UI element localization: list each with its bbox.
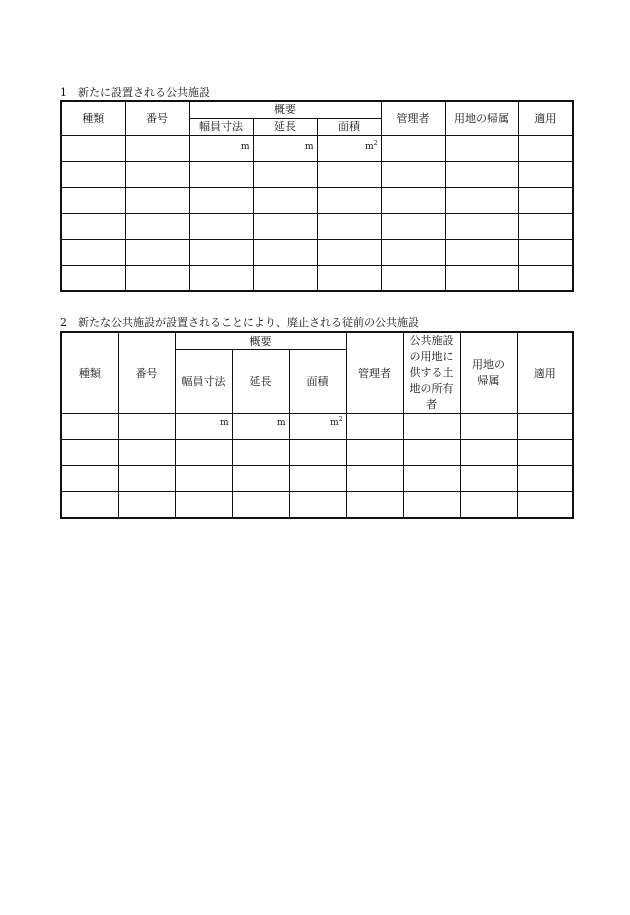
cell-kind[interactable]: [61, 414, 118, 440]
unit-length: m: [304, 141, 314, 152]
header-land-ownership: [460, 332, 517, 414]
cell-manager[interactable]: [381, 135, 445, 161]
table-row: [61, 187, 573, 213]
table-row: [61, 466, 573, 492]
unit-area: m: [365, 141, 374, 152]
header-notes: 適用: [518, 101, 573, 135]
header-manager: 管理者: [346, 332, 403, 414]
section2-title-text: 新たな公共施設が設置されることにより、廃止される従前の公共施設: [78, 316, 419, 329]
table-row: [61, 213, 573, 239]
section1-title-text: 新たに設置される公共施設: [78, 86, 210, 99]
cell-length[interactable]: [253, 135, 317, 161]
header-kind: 種類: [61, 332, 118, 414]
cell-area[interactable]: [289, 414, 346, 440]
section2-title: [60, 316, 419, 330]
cell-land-owner[interactable]: [403, 414, 460, 440]
section1-number: 1: [60, 86, 67, 99]
cell-width[interactable]: [189, 135, 253, 161]
abolished-facilities-table: [60, 331, 574, 519]
cell-width[interactable]: [175, 414, 232, 440]
header-land-ownership-text: 用地の帰属: [472, 358, 506, 387]
table-row: [61, 492, 573, 518]
table-row: [61, 239, 573, 265]
cell-number[interactable]: [125, 135, 189, 161]
cell-length[interactable]: [232, 414, 289, 440]
table-row: [61, 161, 573, 187]
cell-kind[interactable]: [61, 135, 125, 161]
header-width: 幅員寸法: [189, 118, 253, 135]
header-area: 面積: [289, 350, 346, 414]
header-notes: 適用: [517, 332, 573, 414]
header-land-owner-text: 公共施設の用地に供する土地の所有者: [409, 334, 454, 411]
header-overview: 概要: [189, 101, 381, 118]
header-number: 番号: [118, 332, 175, 414]
header-kind: 種類: [61, 101, 125, 135]
new-facilities-table: [60, 100, 574, 292]
cell-number[interactable]: [118, 414, 175, 440]
unit-length: m: [276, 418, 286, 428]
section2-number: 2: [60, 316, 67, 329]
header-land-owner: [403, 332, 460, 414]
header-number: 番号: [125, 101, 189, 135]
header-length: 延長: [232, 350, 289, 414]
table-row: [61, 440, 573, 466]
unit-width: m: [240, 141, 250, 152]
cell-land-ownership[interactable]: [460, 414, 517, 440]
unit-area-superscript: 2: [373, 139, 378, 147]
unit-area: m: [330, 418, 339, 428]
cell-notes[interactable]: [517, 414, 573, 440]
header-area: 面積: [317, 118, 381, 135]
table-row: [61, 265, 573, 291]
header-land-ownership: 用地の帰属: [445, 101, 518, 135]
cell-land-ownership[interactable]: [445, 135, 518, 161]
cell-manager[interactable]: [346, 414, 403, 440]
unit-area-superscript: 2: [338, 416, 343, 423]
header-length: 延長: [253, 118, 317, 135]
header-width: 幅員寸法: [175, 350, 232, 414]
header-manager: 管理者: [381, 101, 445, 135]
unit-width: m: [219, 418, 229, 428]
cell-notes[interactable]: [518, 135, 573, 161]
section1-title: [60, 86, 210, 100]
header-overview: 概要: [175, 332, 346, 350]
cell-area[interactable]: [317, 135, 381, 161]
